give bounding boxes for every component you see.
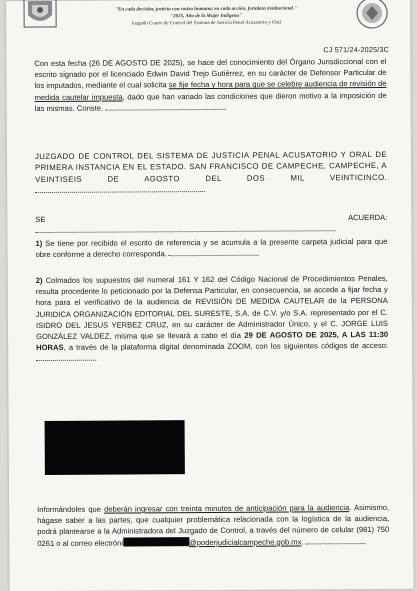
fill-dots xyxy=(306,543,366,544)
hearing-date: 29 DE AGOSTO DE 2025, A LAS 11:30 HORAS xyxy=(36,329,389,353)
se-acuerda-line xyxy=(35,212,387,237)
fill-dots xyxy=(105,109,225,111)
intro-text-2: , dado que han variado las condiciones que dieron motivo a la imposición de las mismas. Conste. xyxy=(34,90,387,113)
letterhead-court: Juzgado Cuarto de Control del Sistema de Justicia Penal Acusatorio y Oral xyxy=(131,20,281,27)
point-1-number: 1) xyxy=(35,239,43,249)
redacted-access-codes xyxy=(45,420,185,475)
fill-dots xyxy=(35,191,205,193)
court-heading xyxy=(35,149,387,197)
closing-text-2: . Asimismo, hágase saber a las partes, que cualquier problemática relacionada con la logística de la audiencia, podrá plantearse a la Administradora del Juzgado de Control, a través del número de celular (981) 750 0261 o al correo electróni xyxy=(37,502,390,548)
redacted-email-user xyxy=(123,537,189,546)
fill-dots xyxy=(169,255,259,257)
closing-text-1: Informándoles que xyxy=(37,504,105,515)
se-acuerda-label: SE ACUERDA: xyxy=(35,212,388,225)
point-1-text: Se tiene por recibido el escrito de referencia y se acumula a la presente carpeta judicial para que obre conforme a derecho corresponda. xyxy=(35,236,388,260)
letterhead-year: "2025, Año de la Mujer Indígena" xyxy=(170,13,242,20)
email-domain: @poderjudicialcampeche.gob.mx xyxy=(188,537,302,547)
court-heading-text: JUZGADO DE CONTROL DEL SISTEMA DE JUSTICIA PENAL ACUSATORIO Y ORAL DE PRIMERA INSTANCIA EN EL ESTADO. SAN FRANCISCO DE CAMPECHE, CAMPECHE, A VEINTISEIS DE AGOSTO DEL DOS MIL VEINTICINCO. xyxy=(34,149,388,184)
letterhead xyxy=(6,0,410,39)
intro-paragraph xyxy=(34,56,386,114)
point-2-number: 2) xyxy=(35,276,43,286)
judicial-seal-logo xyxy=(352,0,392,31)
document-page xyxy=(6,0,414,591)
point-1-paragraph xyxy=(35,236,387,261)
fill-dots xyxy=(35,230,335,233)
fill-dots xyxy=(36,360,96,361)
intro-text-1: Con esta fecha (26 DE AGOSTO DE 2025), se hace del conocimiento del Órgano Jurisdiccional con el escrito signado por el licenciado Edwin David Trejo Gutiérrez, en su carácter de Defensor Particular de los imputados, mediante el cual solicita xyxy=(34,56,387,91)
closing-paragraph xyxy=(37,502,389,549)
point-2-text-b: , a través de la plataforma digital denominada ZOOM, con los siguientes códigos de acceso: xyxy=(63,341,389,353)
point-2-paragraph xyxy=(36,273,389,365)
letterhead-motto: "En cada decisión, justicia con rostro humano; en cada acción, fortaleza institucional." xyxy=(115,6,297,13)
case-reference: CJ 571/24-2025/3C xyxy=(323,44,390,55)
intro-underlined: se fije fecha y hora para que se celebre audiencia de revisión de medida cautelar impuesta xyxy=(34,79,387,102)
state-seal-logo xyxy=(20,0,60,31)
closing-underlined: deberán ingresar con treinta minutos de anticipación para la audiencia xyxy=(104,503,350,514)
point-2-text-a: Colmados los supuestos del numeral 161 Y 162 del Código Nacional de Procedimientos Penales, resulta procedente lo peticionado por la Defensa Particular, en consecuencia, se accede a fijar fecha y hora para el verificativo de la audiencia de REVISIÓN DE MEDIDA CAUTELAR de la PERSONA JURIDICA ORGANIZACIÓN EDITORIAL DEL SURESTE, S.A. de C.V. y/o S.A. representado por el C. ISIDRO DEL JESUS YERBEZ CRUZ, en su carácter de Administrador Único, y el C. JORGE LUIS GONZÁLEZ VALDEZ, misma que se llevará a cabo el día xyxy=(35,273,389,342)
letterhead-text xyxy=(66,5,346,28)
closing-end: . xyxy=(301,537,304,547)
